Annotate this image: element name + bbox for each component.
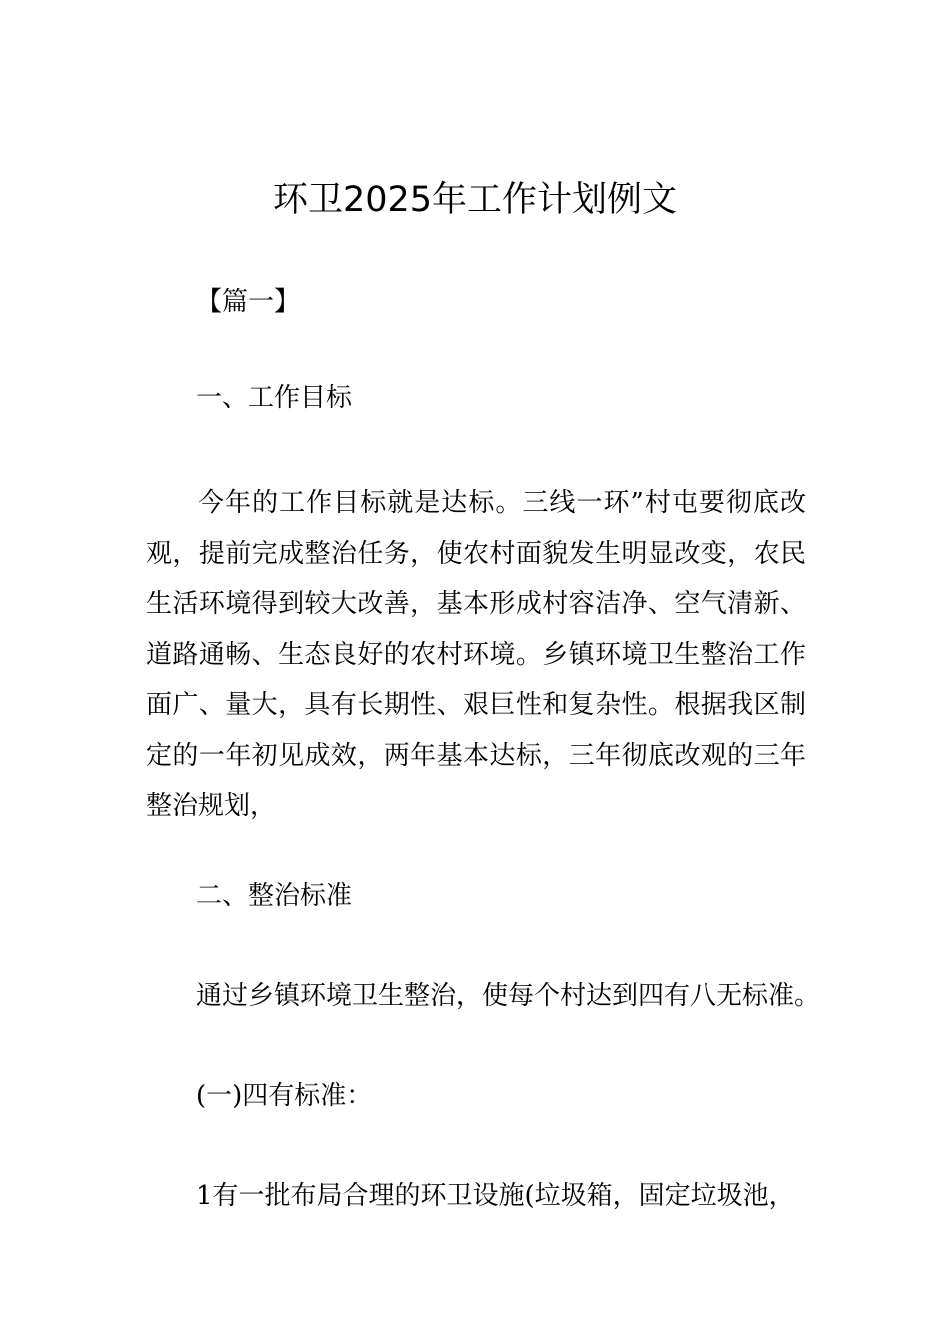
list-item: 1有一批布局合理的环卫设施(垃圾箱，固定垃圾池， — [196, 1181, 795, 1211]
part-label: 【篇一】 — [196, 287, 301, 317]
section-paragraph-standards: 通过乡镇环境卫生整治，使每个村达到四有八无标准。 — [196, 981, 821, 1011]
subsection-heading-four-haves: (一)四有标准： — [196, 1081, 373, 1111]
section-heading-standards: 二、整治标准 — [196, 881, 353, 911]
section-heading-goals: 一、工作目标 — [196, 383, 353, 413]
section-paragraph-goals: 今年的工作目标就是达标。三线一环”村屯要彻底改观，提前完成整治任务，使农村面貌发生明显改变，农民生活环境得到较大改善，基本形成村容洁净、空气清新、道路通畅、生态良好的农村环境。乡镇环境卫生整治工作面广、量大，具有长期性、艰巨性和复杂性。根据我区制定的一年初见成效，两年基本达标，三年彻底改观的三年整治规划， — [146, 488, 806, 821]
document-title: 环卫2025年工作计划例文 — [272, 180, 678, 220]
